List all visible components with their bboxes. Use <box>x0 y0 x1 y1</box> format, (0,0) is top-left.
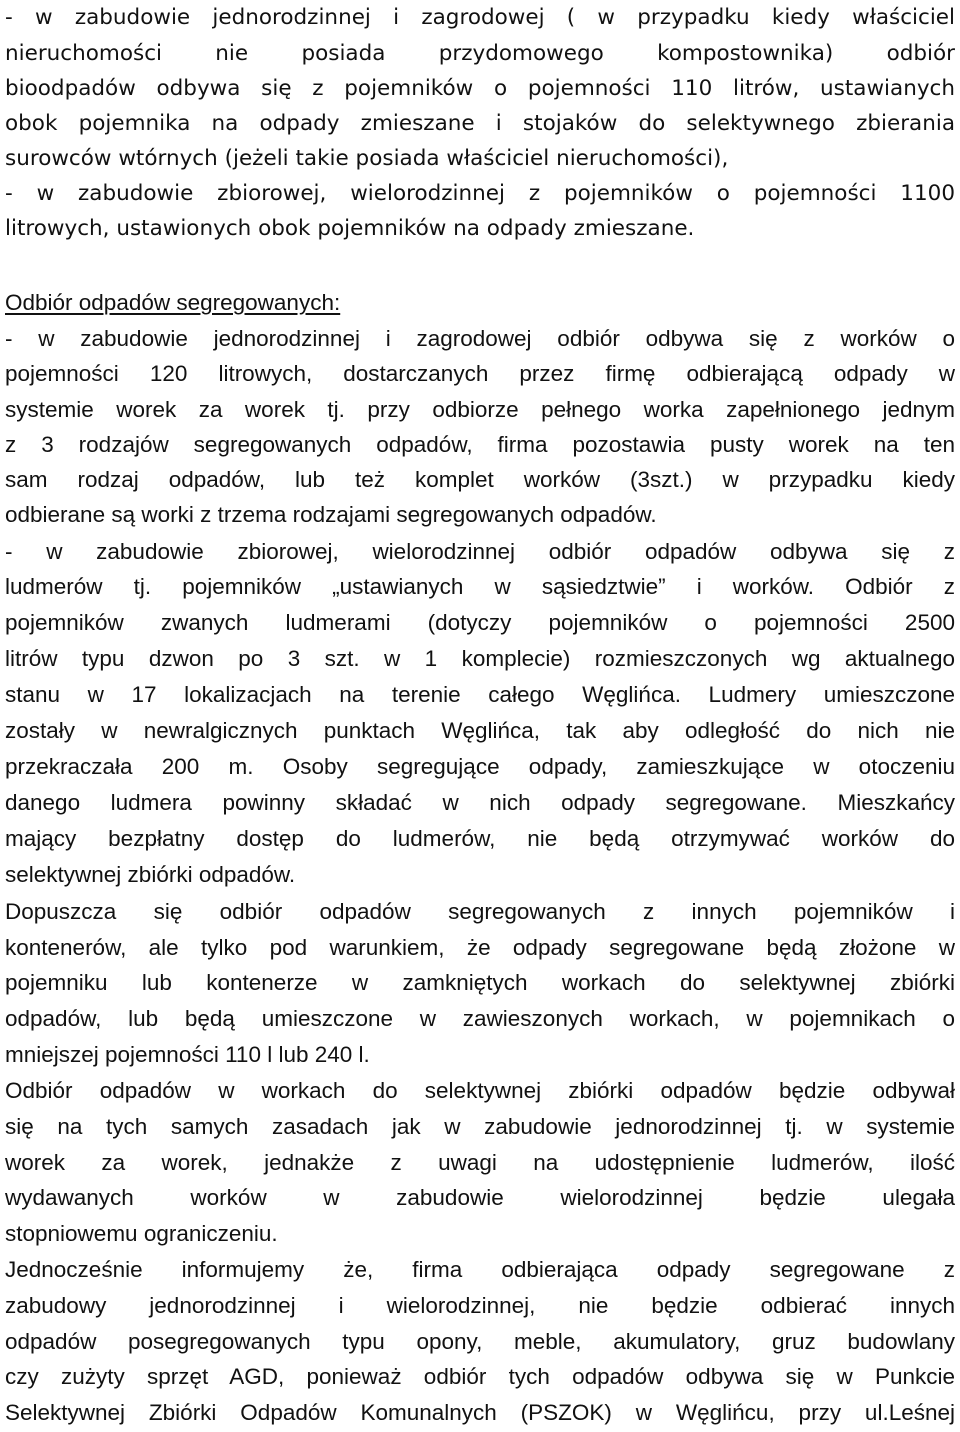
text-line: pojemności 120 litrowych, dostarczanych przez firmę odbierającą odpady w <box>5 361 955 386</box>
text-line: surowców wtórnych (jeżeli takie posiada właściciel nieruchomości), <box>5 146 729 171</box>
text-line: kontenerów, ale tylko pod warunkiem, że odpady segregowane będą złożone w <box>5 935 955 960</box>
text-line: się na tych samych zasadach jak w zabudowie jednorodzinnej tj. w systemie <box>5 1114 955 1139</box>
text-line: czy zużyty sprzęt AGD, ponieważ odbiór tych odpadów odbywa się w Punkcie <box>5 1364 955 1389</box>
text-line: wydawanych worków w zabudowie wielorodzinnej będzie ulegała <box>5 1185 955 1210</box>
text-line: stopniowemu ograniczeniu. <box>5 1221 278 1246</box>
text-line: odpadów posegregowanych typu opony, meble, akumulatory, gruz budowlany <box>5 1329 955 1354</box>
text-line: odpadów, lub będą umieszczone w zawieszonych workach, w pojemnikach o <box>5 1006 955 1031</box>
text-line: - w zabudowie jednorodzinnej i zagrodowej odbiór odbywa się z worków o <box>5 326 955 351</box>
text-line: - w zabudowie zbiorowej, wielorodzinnej z pojemników o pojemności 1100 <box>5 181 955 206</box>
text-line: bioodpadów odbywa się z pojemników o pojemności 110 litrów, ustawianych <box>5 76 955 101</box>
text-line: sam rodzaj odpadów, lub też komplet worków (3szt.) w przypadku kiedy <box>5 467 955 492</box>
text-line: odbierane są worki z trzema rodzajami segregowanych odpadów. <box>5 502 657 527</box>
text-line: - w zabudowie jednorodzinnej i zagrodowej ( w przypadku kiedy właściciel <box>5 5 955 30</box>
text-line: mający bezpłatny dostęp do ludmerów, nie będą otrzymywać worków do <box>5 826 955 851</box>
heading-text: Odbiór odpadów segregowanych: <box>5 290 341 315</box>
text-line: zabudowy jednorodzinnej i wielorodzinnej, nie będzie odbierać innych <box>5 1293 955 1318</box>
text-line: Selektywnej Zbiórki Odpadów Komunalnych (PSZOK) w Węglińcu, przy ul.Leśnej <box>5 1400 955 1425</box>
text-line: Jednocześnie informujemy że, firma odbierająca odpady segregowane z <box>5 1257 955 1282</box>
text-line: mniejszej pojemności 110 l lub 240 l. <box>5 1042 370 1067</box>
text-line: litrów typu dzwon po 3 szt. w 1 komplecie) rozmieszczonych wg aktualnego <box>5 646 955 671</box>
text-line: pojemniku lub kontenerze w zamkniętych workach do selektywnej zbiórki <box>5 970 955 995</box>
text-line: Odbiór odpadów w workach do selektywnej zbiórki odpadów będzie odbywał <box>5 1078 955 1103</box>
text-line: selektywnej zbiórki odpadów. <box>5 862 296 887</box>
text-line: ludmerów tj. pojemników „ustawianych w sąsiedztwie” i worków. Odbiór z <box>5 574 955 599</box>
text-line: danego ludmera powinny składać w nich odpady segregowane. Mieszkańcy <box>5 790 955 815</box>
text-line: Dopuszcza się odbiór odpadów segregowanych z innych pojemników i <box>5 899 955 924</box>
text-line: zostały w newralgicznych punktach Węglińca, tak aby odległość do nich nie <box>5 718 955 743</box>
text-line: systemie worek za worek tj. przy odbiorze pełnego worka zapełnionego jednym <box>5 397 955 422</box>
text-line: pojemników zwanych ludmerami (dotyczy pojemników o pojemności 2500 <box>5 610 955 635</box>
text-line: przekraczała 200 m. Osoby segregujące odpady, zamieszkujące w otoczeniu <box>5 754 955 779</box>
text-line: obok pojemnika na odpady zmieszane i stojaków do selektywnego zbierania <box>5 111 955 136</box>
text-line: worek za worek, jednakże z uwagi na udostępnienie ludmerów, ilość <box>5 1150 955 1175</box>
text-line: litrowych, ustawionych obok pojemników na odpady zmieszane. <box>5 216 695 241</box>
text-line: z 3 rodzajów segregowanych odpadów, firma pozostawia pusty worek na ten <box>5 432 955 457</box>
text-line: nieruchomości nie posiada przydomowego kompostownika) odbiór <box>5 41 955 66</box>
text-line: stanu w 17 lokalizacjach na terenie całego Węglińca. Ludmery umieszczone <box>5 682 955 707</box>
text-line: - w zabudowie zbiorowej, wielorodzinnej odbiór odpadów odbywa się z <box>5 539 955 564</box>
